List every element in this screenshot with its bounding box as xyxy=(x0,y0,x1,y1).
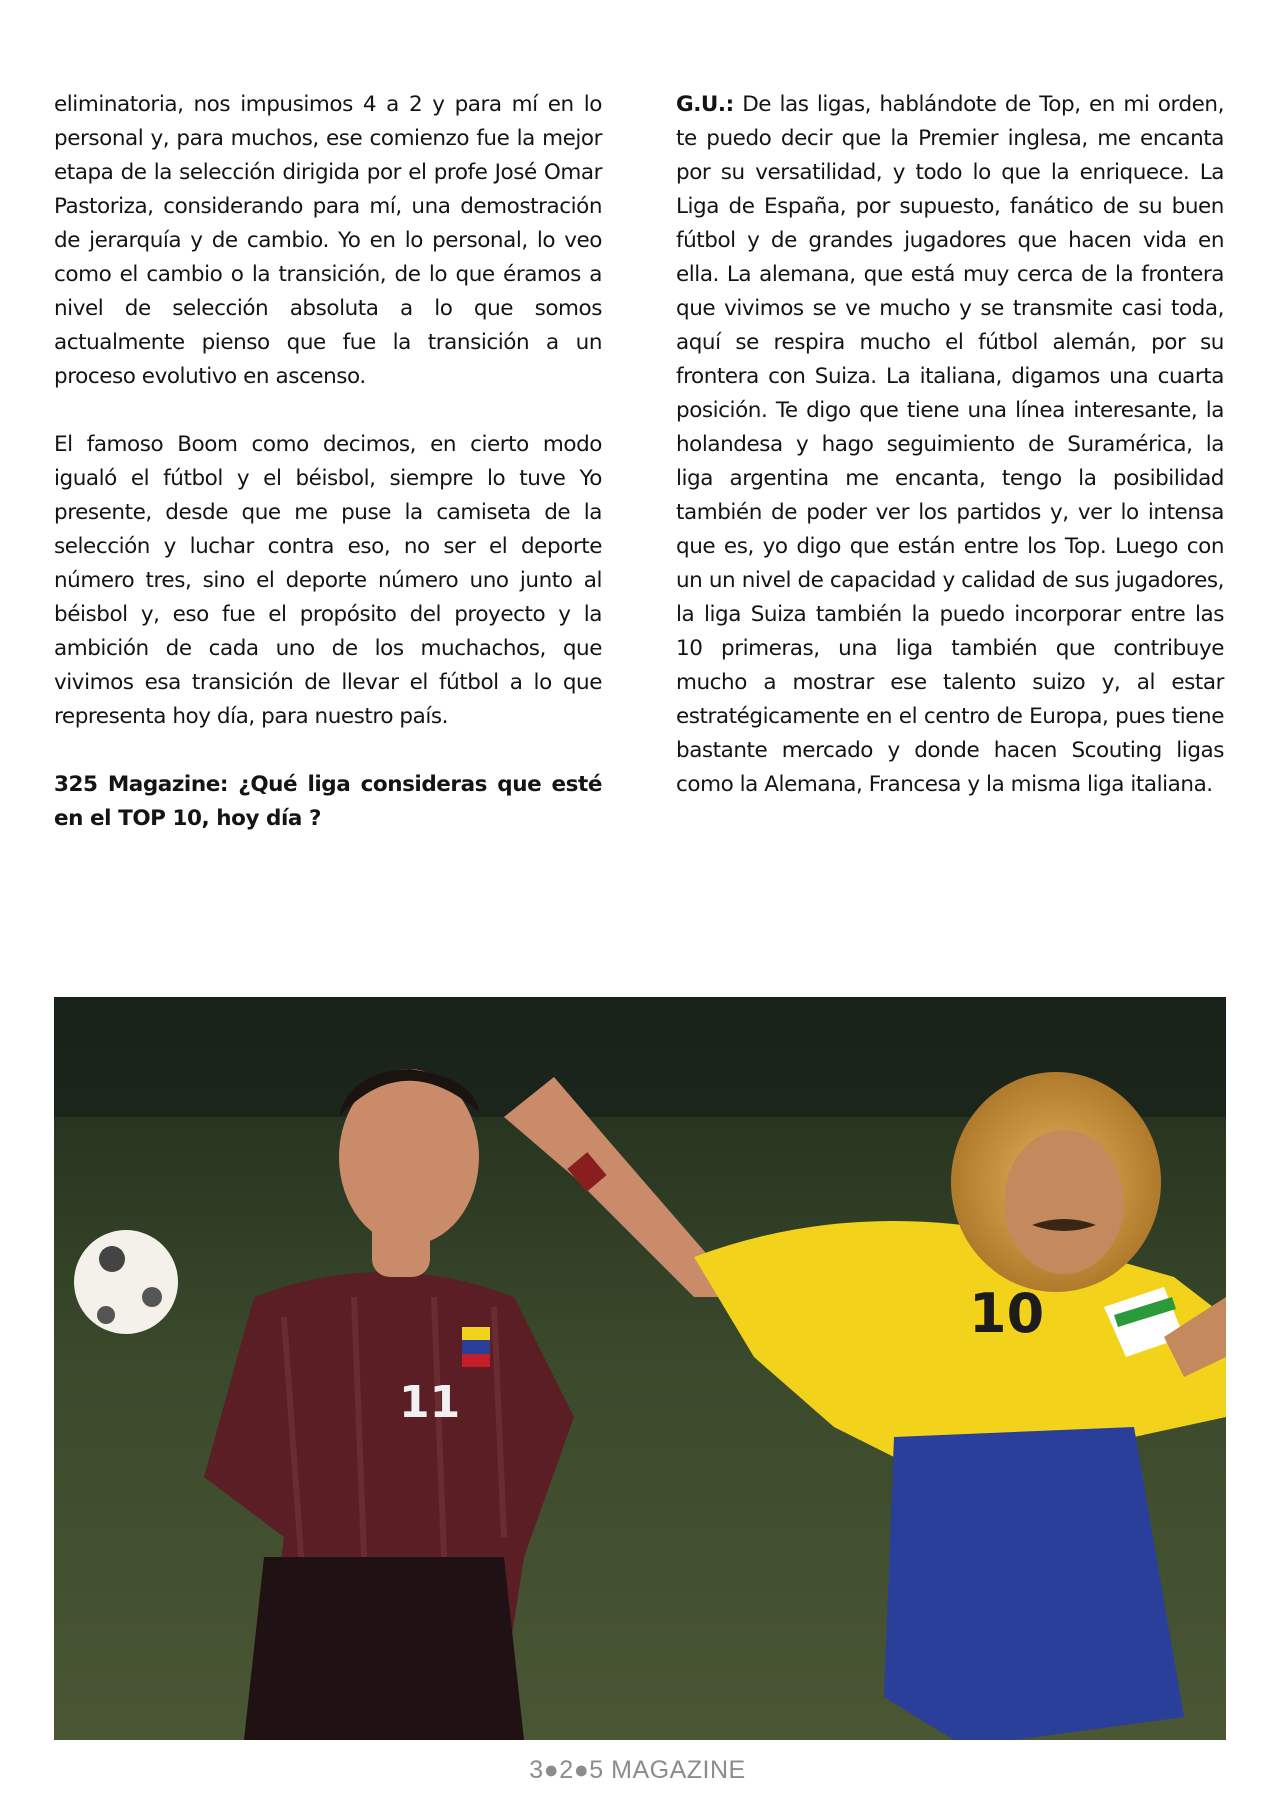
blue-shorts xyxy=(884,1427,1184,1740)
left-paragraph-2: El famoso Boom como decimos, en cierto modo igualó el fútbol y el béisbol, siempre lo tuve Yo presente, desde que me puse la camiseta de la selección y luchar contra eso, no ser el deporte número tres, sino el deporte número uno junto al béisbol y, eso fue el propósito del proyecto y la ambición de cada uno de los muchachos, que vivimos esa transición de llevar el fútbol a lo que representa hoy día, para nuestro país. xyxy=(54,432,602,729)
left-column xyxy=(54,88,602,836)
right-column xyxy=(676,88,1224,802)
yellow-jersey-number: 10 xyxy=(969,1282,1045,1345)
speaker-label: G.U.: xyxy=(676,92,734,117)
left-paragraph-1: eliminatoria, nos impusimos 4 a 2 y para mí en lo personal y, para muchos, ese comienzo fue la mejor etapa de la selección dirigida por el profe José Omar Pastoriza, considerando para mí, una demostración de jerarquía y de cambio. Yo en lo personal, lo veo como el cambio o la transición, de lo que éramos a nivel de selección absoluta a lo que somos actualmente pienso que fue la transición a un proceso evolutivo en ascenso. xyxy=(54,92,602,389)
answer-text: De las ligas, hablándote de Top, en mi orden, te puedo decir que la Premier inglesa, me encanta por su versatilidad, y todo lo que la enriquece. La Liga de España, por supuesto, fanático de su buen fútbol y de grandes jugadores que hacen vida en ella. La alemana, que está muy cerca de la frontera que vivimos se ve mucho y se transmite casi toda, aquí se respira mucho el fútbol alemán, por su frontera con Suiza. La italiana, digamos una cuarta posición. Te digo que tiene una línea interesante, la holandesa y hago seguimiento de Suramérica, la liga argentina me encanta, tengo la posibilidad también de poder ver los partidos y, ver lo intensa que es, yo digo que están entre los Top. Luego con un un nivel de capacidad y calidad de sus jugadores, la liga Suiza también la puedo incorporar entre las 10 primeras, una liga también que contribuye mucho a mostrar ese talento suizo y, al estar estratégicamente en el centro de Europa, pues tiene bastante mercado y donde hacen Scouting ligas como la Alemana, Francesa y la misma liga italiana. xyxy=(676,92,1224,797)
maroon-shorts xyxy=(244,1557,524,1740)
football-match-illustration xyxy=(54,997,1226,1740)
football-photo xyxy=(54,997,1226,1740)
maroon-jersey-number: 11 xyxy=(399,1377,461,1428)
yellow-player-face xyxy=(1004,1130,1124,1274)
interview-question: 325 Magazine: ¿Qué liga consideras que esté en el TOP 10, hoy día ? xyxy=(54,772,602,831)
magazine-footer: 3●2●5 MAGAZINE xyxy=(529,1756,746,1784)
soccer-ball xyxy=(74,1230,178,1334)
answer-paragraph xyxy=(676,88,1224,802)
